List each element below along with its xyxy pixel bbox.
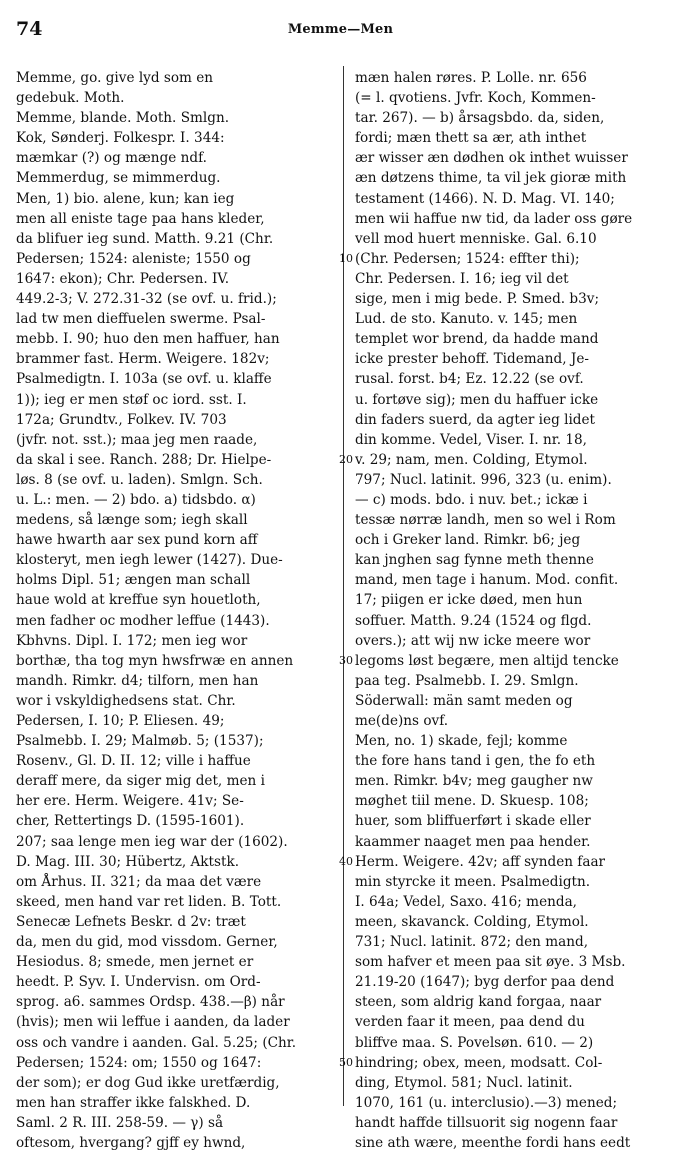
left-column-line: borthæ, tha tog myn hwsfrwæ en annen <box>16 652 294 669</box>
right-column-line: rusal. forst. b4; Ez. 12.22 (se ovf. <box>355 371 584 388</box>
right-column-line: soffuer. Matth. 9.24 (1524 og flgd. <box>355 612 592 629</box>
margin-line-number: 50 <box>339 1055 353 1069</box>
left-column-line: da blifuer ieg sund. Matth. 9.21 (Chr. <box>16 230 274 247</box>
right-column-line: sine ath wære, meenthe fordi hans eedt <box>355 1134 631 1151</box>
right-column-line: din faders suerd, da agter ieg lidet <box>355 411 596 428</box>
margin-line-number: 40 <box>339 854 353 868</box>
right-column-line: I. 64a; Vedel, Saxo. 416; menda, <box>355 893 577 910</box>
right-column-line: — c) mods. bdo. i nuv. bet.; ickæ i <box>355 491 588 508</box>
right-column-line: bliffve maa. S. Povelsøn. 610. — 2) <box>355 1034 594 1051</box>
left-column-line: mæmkar (?) og mænge ndf. <box>16 150 207 167</box>
left-column-line: Pedersen; 1524: om; 1550 og 1647: <box>16 1054 262 1071</box>
left-column-line: klosteryt, men iegh lewer (1427). Due- <box>16 552 283 569</box>
left-column-line: mandh. Rimkr. d4; tilforn, men han <box>16 672 259 689</box>
left-column-line: Hesiodus. 8; smede, men jernet er <box>16 954 254 971</box>
left-column-line: men all eniste tage paa hans kleder, <box>16 210 265 227</box>
right-column-line: 731; Nucl. latinit. 872; den mand, <box>355 934 589 951</box>
right-column-line: paa teg. Psalmebb. I. 29. Smlgn. <box>355 672 579 689</box>
left-column-line: Kok, Sønderj. Folkespr. I. 344: <box>16 130 225 147</box>
right-column <box>355 68 667 1153</box>
right-column-line: (= l. qvotiens. Jvfr. Koch, Kommen- <box>355 90 596 107</box>
left-column-line: hawe hwarth aar sex pund korn aff <box>16 532 258 549</box>
right-column-line: kan jnghen sag fynne meth thenne <box>355 552 594 569</box>
left-column-line: da skal i see. Ranch. 288; Dr. Hielpe- <box>16 451 272 468</box>
page-number: 74 <box>16 18 43 40</box>
left-column-line: sprog. a6. sammes Ordsp. 438.—β) når <box>16 994 285 1011</box>
left-column-line: der som); er dog Gud ikke uretfærdig, <box>16 1074 280 1091</box>
left-column-line: u. L.: men. — 2) bdo. a) tidsbdo. α) <box>16 491 256 508</box>
left-column-line: oftesom, hvergang? gjff ey hwnd, <box>16 1134 246 1151</box>
right-column-line: æn døtzens thime, ta vil jek gioræ mith <box>355 170 627 187</box>
left-column-line: cher, Rettertings D. (1595-1601). <box>16 813 245 830</box>
right-column-line: fordi; mæn thett sa ær, ath inthet <box>355 130 587 147</box>
margin-line-number: 30 <box>339 653 353 667</box>
left-column-line: oss och vandre i aanden. Gal. 5.25; (Chr. <box>16 1034 297 1051</box>
left-column-line: Psalmebb. I. 29; Malmøb. 5; (1537); <box>16 733 264 750</box>
left-column-line: 207; saa lenge men ieg war der (1602). <box>16 833 288 850</box>
left-column-line: 449.2-3; V. 272.31-32 (se ovf. u. frid.); <box>16 291 277 308</box>
left-column-line: skeed, men hand var ret liden. B. Tott. <box>16 893 282 910</box>
left-column-line: brammer fast. Herm. Weigere. 182v; <box>16 351 270 368</box>
left-column-line: deraff mere, da siger mig det, men i <box>16 773 265 790</box>
right-column-line: Söderwall: män samt meden og <box>355 692 573 709</box>
right-column-line: verden faar it meen, paa dend du <box>355 1014 585 1031</box>
left-column-line: Pedersen, I. 10; P. Eliesen. 49; <box>16 713 225 729</box>
right-column-line: hindring; obex, meen, modsatt. Col- <box>355 1054 603 1071</box>
left-column-line: D. Mag. III. 30; Hübertz, Aktstk. <box>16 853 240 870</box>
right-column-line: testament (1466). N. D. Mag. VI. 140; <box>355 190 615 207</box>
right-column-line: steen, som aldrig kand forgaa, naar <box>355 994 602 1011</box>
left-column-line: Memme, go. give lyd som en <box>16 70 214 86</box>
right-column-line: tar. 267). — b) årsagsbdo. da, siden, <box>355 110 605 127</box>
left-column-line: heedt. P. Syv. I. Undervisn. om Ord- <box>16 974 261 991</box>
left-column-line: løs. 8 (se ovf. u. laden). Smlgn. Sch. <box>16 471 263 488</box>
left-column-line: wor i vskyldighedsens stat. Chr. <box>16 692 236 709</box>
right-column-line: 797; Nucl. latinit. 996, 323 (u. enim). <box>355 471 612 488</box>
page-header <box>16 14 665 42</box>
right-column-line: mæn halen røres. P. Lolle. nr. 656 <box>355 70 587 86</box>
right-column-line: tessæ nørræ landh, men so wel i Rom <box>355 512 616 529</box>
left-column-line: da, men du gid, mod vissdom. Gerner, <box>16 934 278 951</box>
left-column <box>16 68 336 1153</box>
right-column-line: (Chr. Pedersen; 1524: effter thi); <box>355 250 580 267</box>
left-column-line: 1647: ekon); Chr. Pedersen. IV. <box>16 270 230 287</box>
left-column-line: her ere. Herm. Weigere. 41v; Se- <box>16 793 244 810</box>
left-column-line: medens, så længe som; iegh skall <box>16 512 248 529</box>
left-column-line: Memmerdug, se mimmerdug. <box>16 170 221 187</box>
left-column-line: Kbhvns. Dipl. I. 172; men ieg wor <box>16 632 248 649</box>
right-column-line: sige, men i mig bede. P. Smed. b3v; <box>355 291 600 308</box>
left-column-line: Memme, blande. Moth. Smlgn. <box>16 110 230 127</box>
left-column-line: haue wold at kreffue syn houetloth, <box>16 592 261 609</box>
left-column-line: gedebuk. Moth. <box>16 90 125 107</box>
right-column-line: som hafver et meen paa sit øye. 3 Msb. <box>355 954 626 971</box>
left-column-line: men han straffer ikke falskhed. D. <box>16 1094 251 1111</box>
right-column-line: legoms løst begære, men altijd tencke <box>355 652 619 669</box>
right-column-line: ding, Etymol. 581; Nucl. latinit. <box>355 1074 573 1091</box>
left-column-line: (hvis); men wii leffue i aanden, da lader <box>16 1014 290 1031</box>
column-divider <box>343 66 344 1106</box>
right-column-line: Herm. Weigere. 42v; aff synden faar <box>355 853 606 870</box>
left-column-line: Saml. 2 R. III. 258-59. — γ) så <box>16 1114 224 1131</box>
margin-line-number: 10 <box>339 251 353 265</box>
left-column-line: lad tw men dieffuelen swerme. Psal- <box>16 311 266 328</box>
right-column-line: templet wor brend, da hadde mand <box>355 331 599 348</box>
right-column-line: vell mod huert menniske. Gal. 6.10 <box>355 230 597 247</box>
right-column-line: overs.); att wij nw icke meere wor <box>355 632 591 649</box>
margin-line-number: 20 <box>339 452 353 466</box>
left-column-line: 172a; Grundtv., Folkev. IV. 703 <box>16 411 227 428</box>
right-column-line: men wii haffue nw tid, da lader oss gøre <box>355 210 633 227</box>
right-column-line: me(de)ns ovf. <box>355 713 449 729</box>
right-column-line: och i Greker land. Rimkr. b6; jeg <box>355 532 581 549</box>
left-column-line: Senecæ Lefnets Beskr. d 2v: træt <box>16 913 246 930</box>
left-column-line: men fadher oc modher leffue (1443). <box>16 612 270 629</box>
running-head: Memme—Men <box>287 22 394 37</box>
right-column-line: 1070, 161 (u. interclusio).—3) mened; <box>355 1094 618 1111</box>
right-column-line: men. Rimkr. b4v; meg gaugher nw <box>355 773 593 790</box>
right-column-line: the fore hans tand i gen, the fo eth <box>355 753 596 770</box>
left-column-line: holms Dipl. 51; ængen man schall <box>16 572 251 589</box>
right-column-line: din komme. Vedel, Viser. I. nr. 18, <box>355 431 587 448</box>
right-column-line: v. 29; nam, men. Colding, Etymol. <box>355 451 588 468</box>
right-column-line: 21.19-20 (1647); byg derfor paa dend <box>355 974 615 991</box>
right-column-line: u. fortøve sig); men du haffuer icke <box>355 391 599 408</box>
right-column-line: 17; piigen er icke døed, men hun <box>355 592 583 609</box>
left-column-line: Rosenv., Gl. D. II. 12; ville i haffue <box>16 753 251 770</box>
left-column-line: mebb. I. 90; huo den men haffuer, han <box>16 331 280 348</box>
right-column-line: Lud. de sto. Kanuto. v. 145; men <box>355 311 578 328</box>
right-column-line: ær wisser æn dødhen ok inthet wuisser <box>355 150 628 167</box>
left-column-line: 1)); ieg er men støf oc iord. sst. I. <box>16 391 247 408</box>
right-column-line: mand, men tage i hanum. Mod. confit. <box>355 572 619 589</box>
right-column-line: handt haffde tillsuorit sig nogenn faar <box>355 1114 618 1131</box>
right-column-line: Men, no. 1) skade, fejl; komme <box>355 733 568 750</box>
left-column-line: om Århus. II. 321; da maa det være <box>16 873 262 890</box>
right-column-line: icke prester behoff. Tidemand, Je- <box>355 351 589 368</box>
right-column-line: min styrcke it meen. Psalmedigtn. <box>355 873 591 890</box>
left-column-line: Psalmedigtn. I. 103a (se ovf. u. klaffe <box>16 371 272 388</box>
left-column-line: (jvfr. not. sst.); maa jeg men raade, <box>16 431 258 448</box>
right-column-line: meen, skavanck. Colding, Etymol. <box>355 913 589 930</box>
right-column-line: huer, som bliffuerført i skade eller <box>355 813 591 830</box>
right-column-line: kaammer naaget men paa hender. <box>355 833 591 850</box>
right-column-line: møghet tiil mene. D. Skuesp. 108; <box>355 793 589 810</box>
left-column-line: Pedersen; 1524: aleniste; 1550 og <box>16 250 251 267</box>
left-column-line: Men, 1) bio. alene, kun; kan ieg <box>16 190 235 207</box>
right-column-line: Chr. Pedersen. I. 16; ieg vil det <box>355 270 569 287</box>
